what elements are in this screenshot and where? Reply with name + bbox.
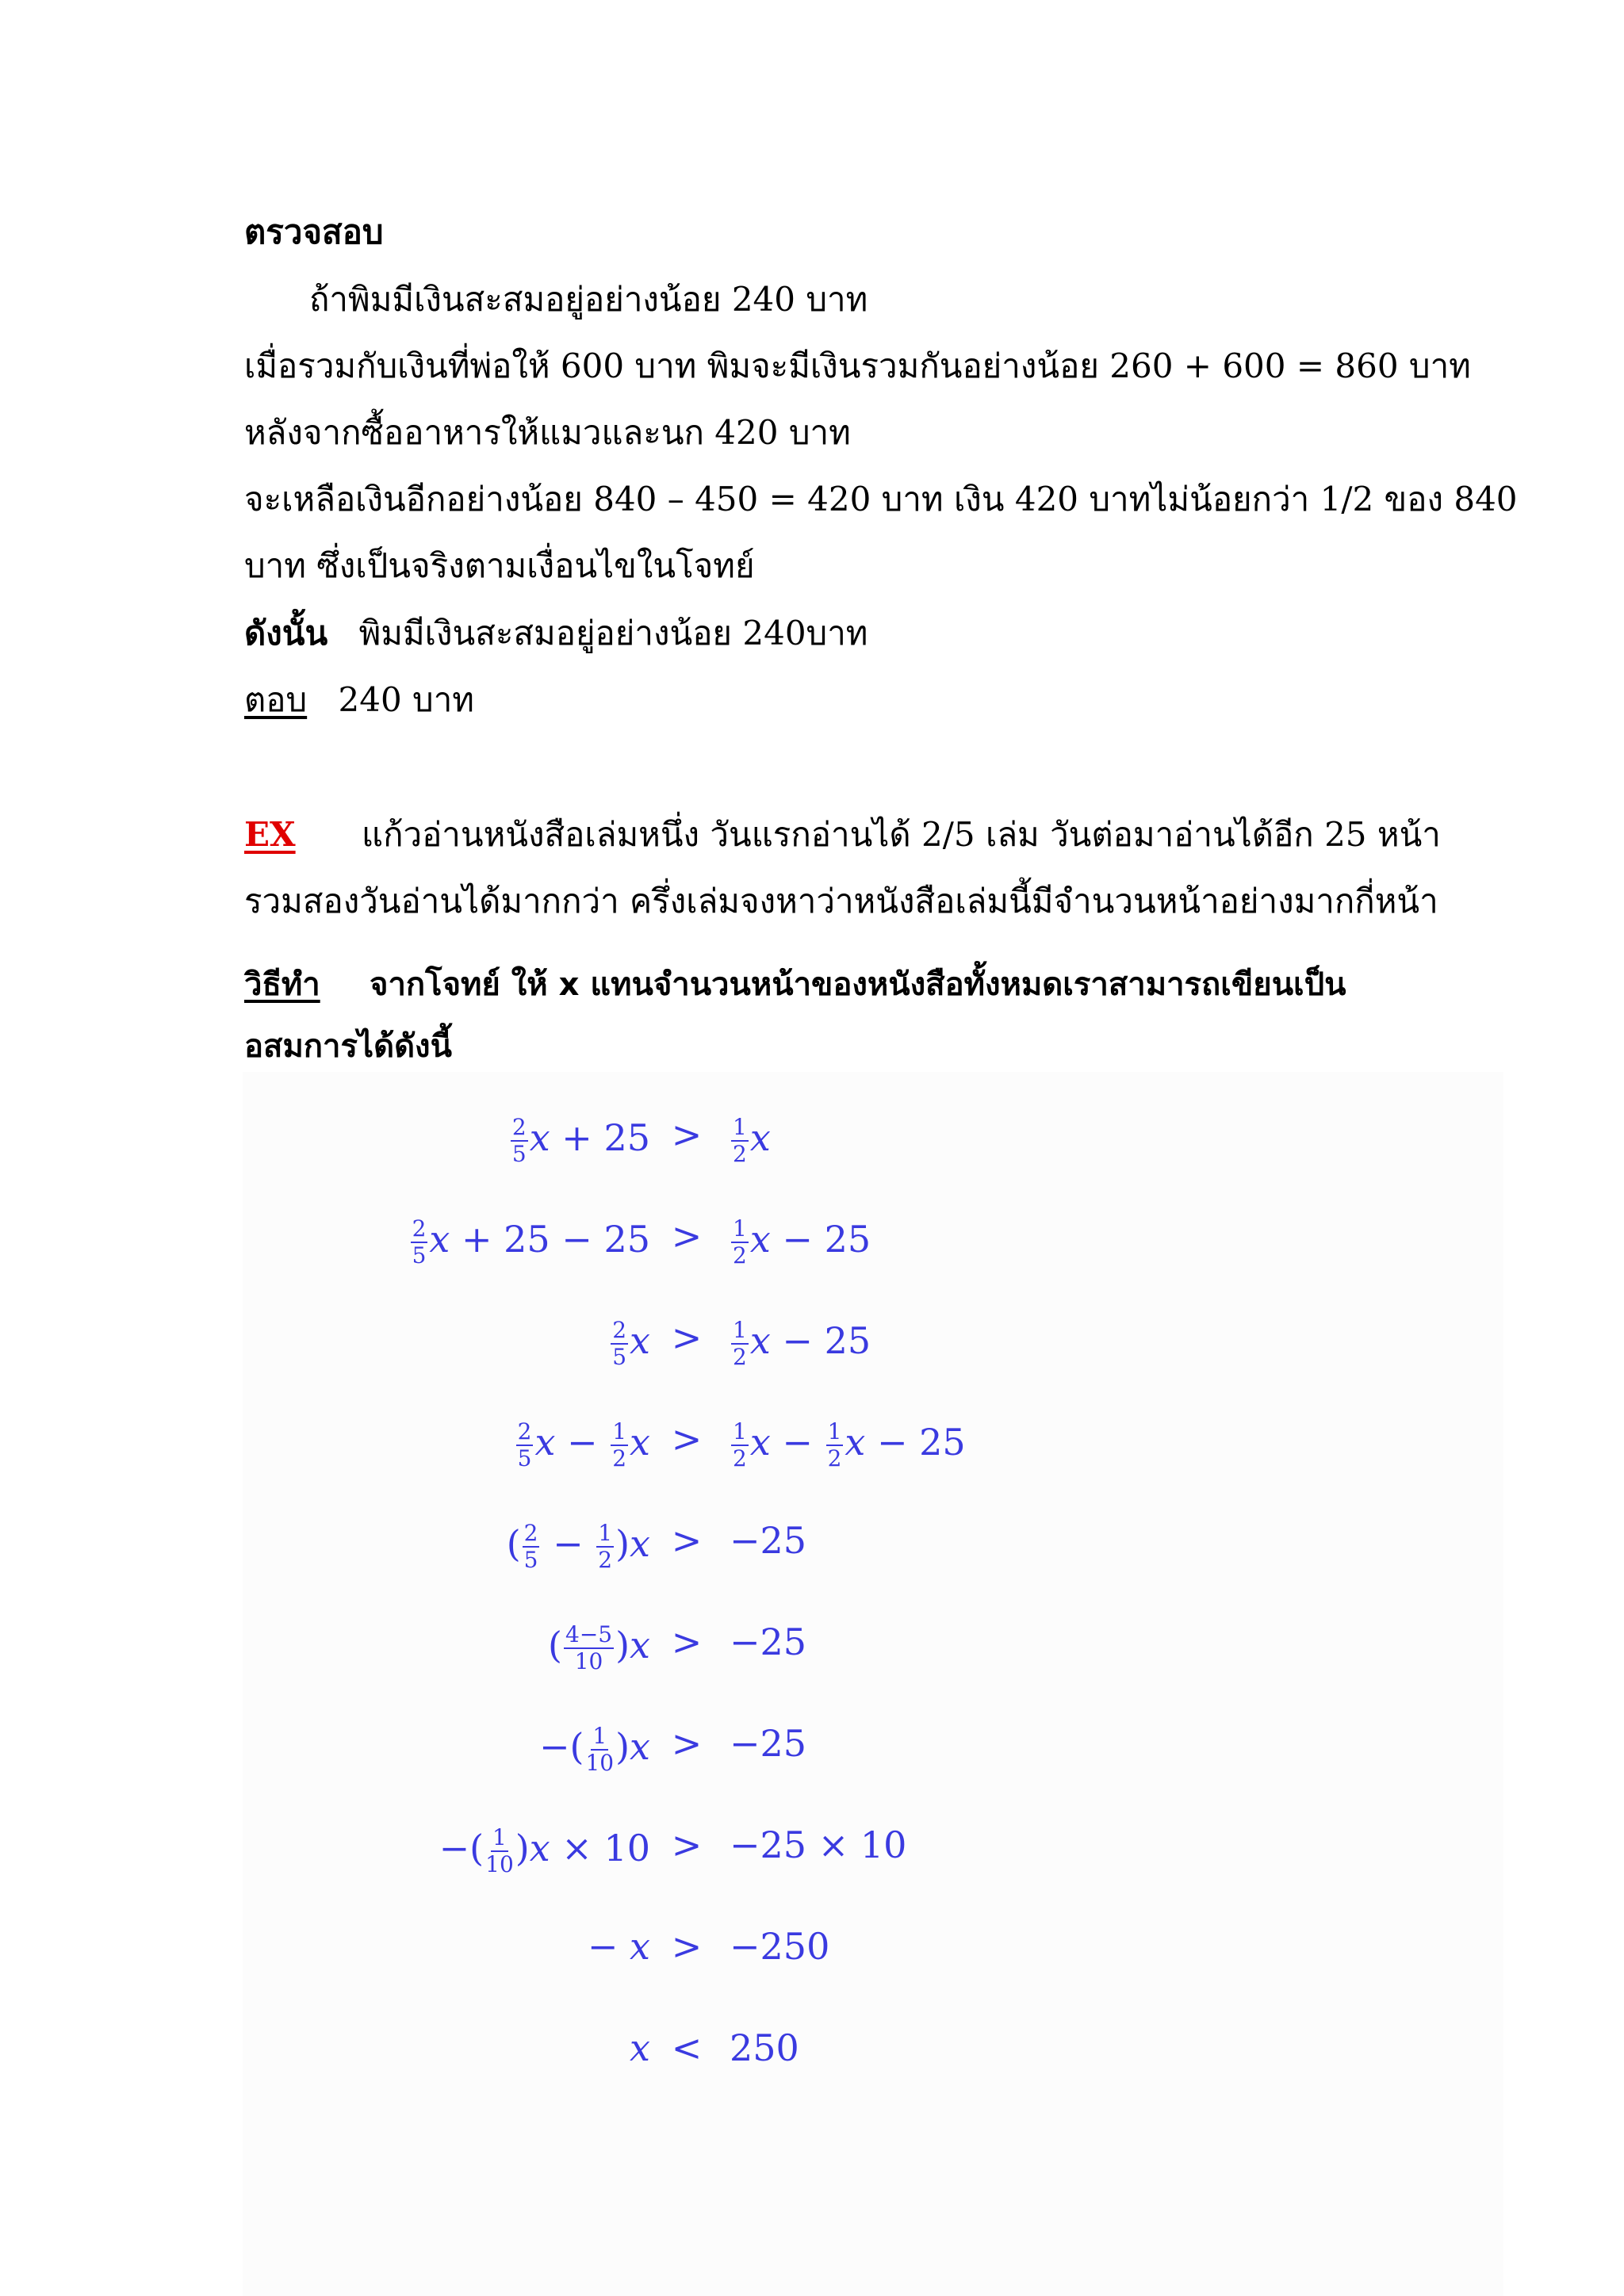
conclusion-text: พิมมีเงินสะสมอยู่อย่างน้อย 240บาท <box>358 614 868 652</box>
answer-line <box>244 680 474 719</box>
fraction: $\frac{2}{5}$ <box>511 1114 527 1167</box>
eq8-relation: > <box>671 1823 703 1866</box>
eq3-rhs: $\frac{1}{2}$ x − 25 <box>733 1317 871 1370</box>
eq6-relation: > <box>671 1621 703 1663</box>
eq3-lhs: $\frac{2}{5}$ x <box>612 1317 650 1370</box>
eq5-lhs: ( $\frac{2}{5}$ − $\frac{1}{2}$ )x <box>506 1520 650 1573</box>
method-line-2: อสมการได้ดังนี้ <box>244 1028 452 1065</box>
answer-label: ตอบ <box>244 680 308 719</box>
eq7-lhs: −( $\frac{1}{10}$ )x <box>538 1723 650 1776</box>
example-line-1: แก้วอ่านหนังสือเล่มหนึ่ง วันแรกอ่านได้ 2/5 เล่ม วันต่อมาอ่านได้อีก 25 หน้า <box>362 815 1441 854</box>
check-line-3: หลังจากซื้ออาหารให้แมวและนก 420 บาท <box>244 413 851 452</box>
check-line-2: เมื่อรวมกับเงินที่พ่อให้ 600 บาท พิมจะมีเงินรวมกันอย่างน้อย 260 + 600 = 860 บาท <box>244 346 1471 385</box>
eq4-lhs: $\frac{2}{5}$ x − $\frac{1}{2}$ x <box>517 1418 650 1471</box>
example-label: EX <box>244 815 296 854</box>
eq10-rhs: 250 <box>730 2026 799 2069</box>
eq3-relation: > <box>671 1316 703 1359</box>
eq4-relation: > <box>671 1418 703 1460</box>
method-label: วิธีทำ <box>244 966 320 1003</box>
check-line-4: จะเหลือเงินอีกอย่างน้อย 840 – 450 = 420 บาท เงิน 420 บาทไม่น้อยกว่า 1/2 ของ 840 <box>244 480 1518 519</box>
eq2-rhs: $\frac{1}{2}$ x − 25 <box>733 1215 871 1269</box>
eq1-rhs: $\frac{1}{2}$ x <box>733 1114 771 1167</box>
eq8-lhs: −( $\frac{1}{10}$ )x × 10 <box>439 1824 650 1877</box>
eq9-lhs: − x <box>587 1925 650 1968</box>
eq8-rhs: −25 × 10 <box>730 1823 907 1866</box>
example-line-2: รวมสองวันอ่านได้มากกว่า ครึ่งเล่มจงหาว่าหนังสือเล่มนี้มีจำนวนหน้าอย่างมากกี่หน้า <box>244 882 1438 920</box>
eq6-rhs: −25 <box>730 1621 807 1663</box>
eq7-relation: > <box>671 1722 703 1765</box>
conclusion-label: ดังนั้น <box>244 614 328 652</box>
eq4-rhs: $\frac{1}{2}$ x − $\frac{1}{2}$ x − 25 <box>733 1418 966 1471</box>
check-heading: ตรวจสอบ <box>244 212 384 251</box>
eq10-lhs: x <box>630 2026 650 2069</box>
method-line-1: จากโจทย์ ให้ x แทนจำนวนหน้าของหนังสือทั้งหมดเราสามารถเขียนเป็น <box>370 966 1346 1003</box>
conclusion-line <box>244 614 868 652</box>
eq1-relation: > <box>671 1113 703 1156</box>
eq5-rhs: −25 <box>730 1519 807 1562</box>
eq9-rhs: −250 <box>730 1925 830 1968</box>
eq10-relation: < <box>671 2026 703 2069</box>
eq2-lhs: $\frac{2}{5}$ x + 25 − 25 <box>412 1215 650 1269</box>
eq1-lhs: $\frac{2}{5}$ x + 25 <box>511 1114 650 1167</box>
eq2-relation: > <box>671 1215 703 1257</box>
answer-text: 240 บาท <box>338 680 474 719</box>
eq9-relation: > <box>671 1925 703 1968</box>
eq6-lhs: ( $\frac{4-5}{10}$ )x <box>548 1621 650 1674</box>
check-line-1: ถ้าพิมมีเงินสะสมอยู่อย่างน้อย 240 บาท <box>309 280 868 319</box>
check-line-5: บาท ซึ่งเป็นจริงตามเงื่อนไขในโจทย์ <box>244 546 755 585</box>
eq5-relation: > <box>671 1519 703 1562</box>
eq7-rhs: −25 <box>730 1722 807 1765</box>
